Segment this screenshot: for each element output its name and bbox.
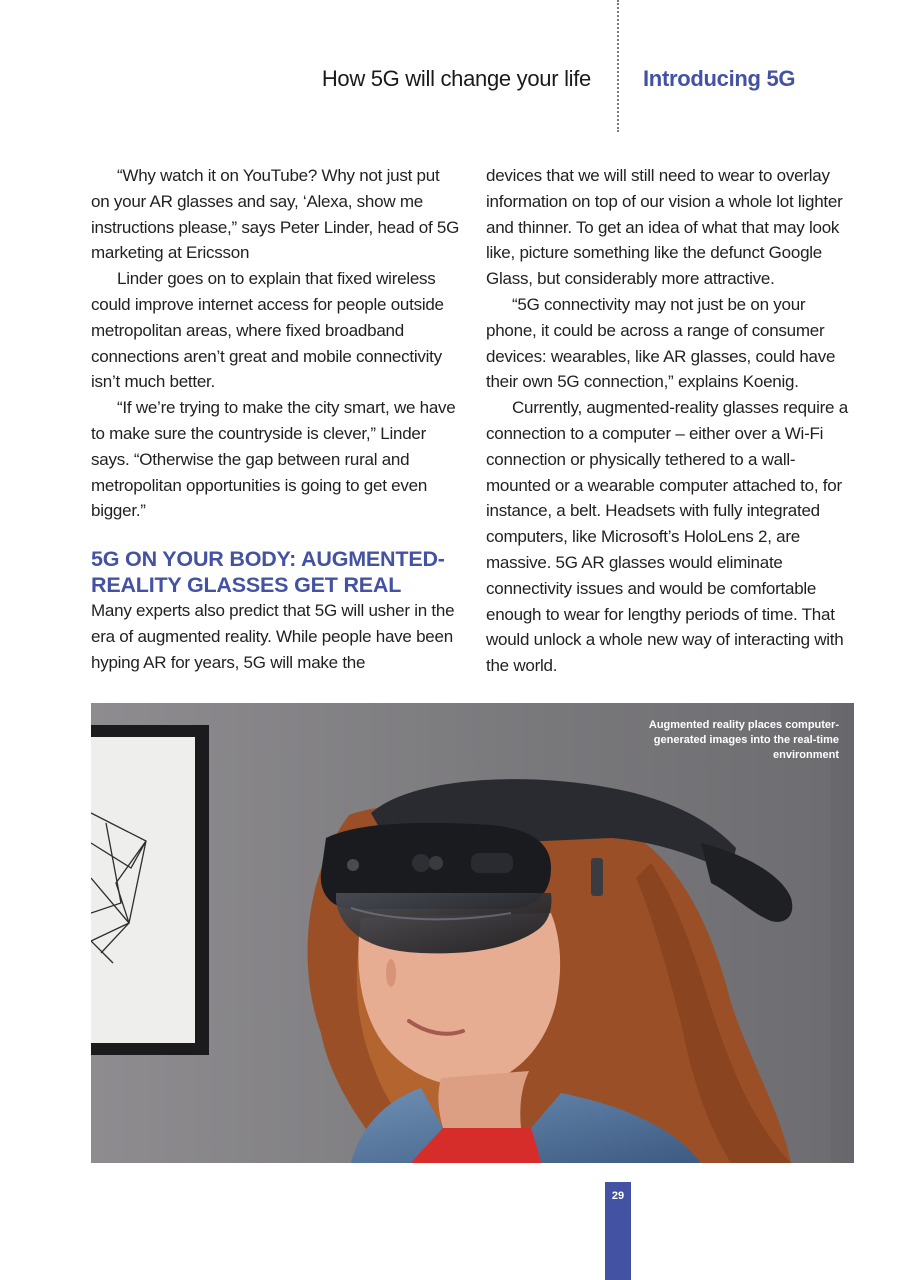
paragraph: Linder goes on to explain that fixed wireless could improve internet access for people outside metropolitan areas, where fixed broadband connections aren’t great and mobile connectivity isn’t much better.: [91, 269, 444, 392]
paragraph: Currently, augmented-reality glasses require a connection to a computer – either over a Wi-Fi connection or physically tethered to a wall-mounted or a wearable computer attached to, for instance, a belt. Headsets with fully integrated computers, like Microsoft’s HoloLens 2, are massive. 5G AR glasses would eliminate connectivity issues and would be comfortable enough to wear for lengthy periods of time. That would unlock a whole new way of interacting with the world.: [486, 398, 848, 676]
right-column: [486, 163, 856, 679]
section-subheading: 5G ON YOUR BODY: AUGMENTED-REALITY GLASSES GET REAL: [91, 547, 445, 598]
left-column: [91, 163, 461, 676]
header-article-title: How 5G will change your life: [321, 66, 591, 91]
page-number-tab: [605, 1182, 631, 1280]
header-divider: [617, 0, 619, 132]
paragraph: “Why watch it on YouTube? Why not just put on your AR glasses and say, ‘Alexa, show me instructions please,” says Peter Linder, head of 5G marketing at Ericsson: [91, 166, 460, 263]
paragraph: devices that we will still need to wear to overlay information on top of our vision a whole lot lighter and thinner. To get an idea of what that may look like, picture something like the defunct Google Glass, but considerably more attractive.: [486, 166, 843, 289]
header-section-title: Introducing 5G: [643, 66, 796, 91]
page-number: 29: [611, 1190, 625, 1202]
framed-artwork: [91, 725, 209, 1055]
paragraph: “5G connectivity may not just be on your phone, it could be across a range of consumer devices: wearables, like AR glasses, could have their own 5G connection,” explains Koenig.: [486, 294, 836, 392]
photo-illustration: [91, 703, 854, 1163]
ar-headset-photo: [91, 703, 854, 1163]
paragraph: Many experts also predict that 5G will usher in the era of augmented reality. While people have been hyping AR for years, 5G will make the: [91, 601, 455, 672]
neck: [438, 1071, 529, 1128]
paragraph: “If we’re trying to make the city smart, we have to make sure the countryside is clever,” Linder says. “Otherwise the gap between rural and metropolitan opportunities is going to get even bigger.”: [91, 398, 456, 521]
photo-caption: Augmented reality places computer-generated images into the real-time environment: [648, 719, 839, 761]
